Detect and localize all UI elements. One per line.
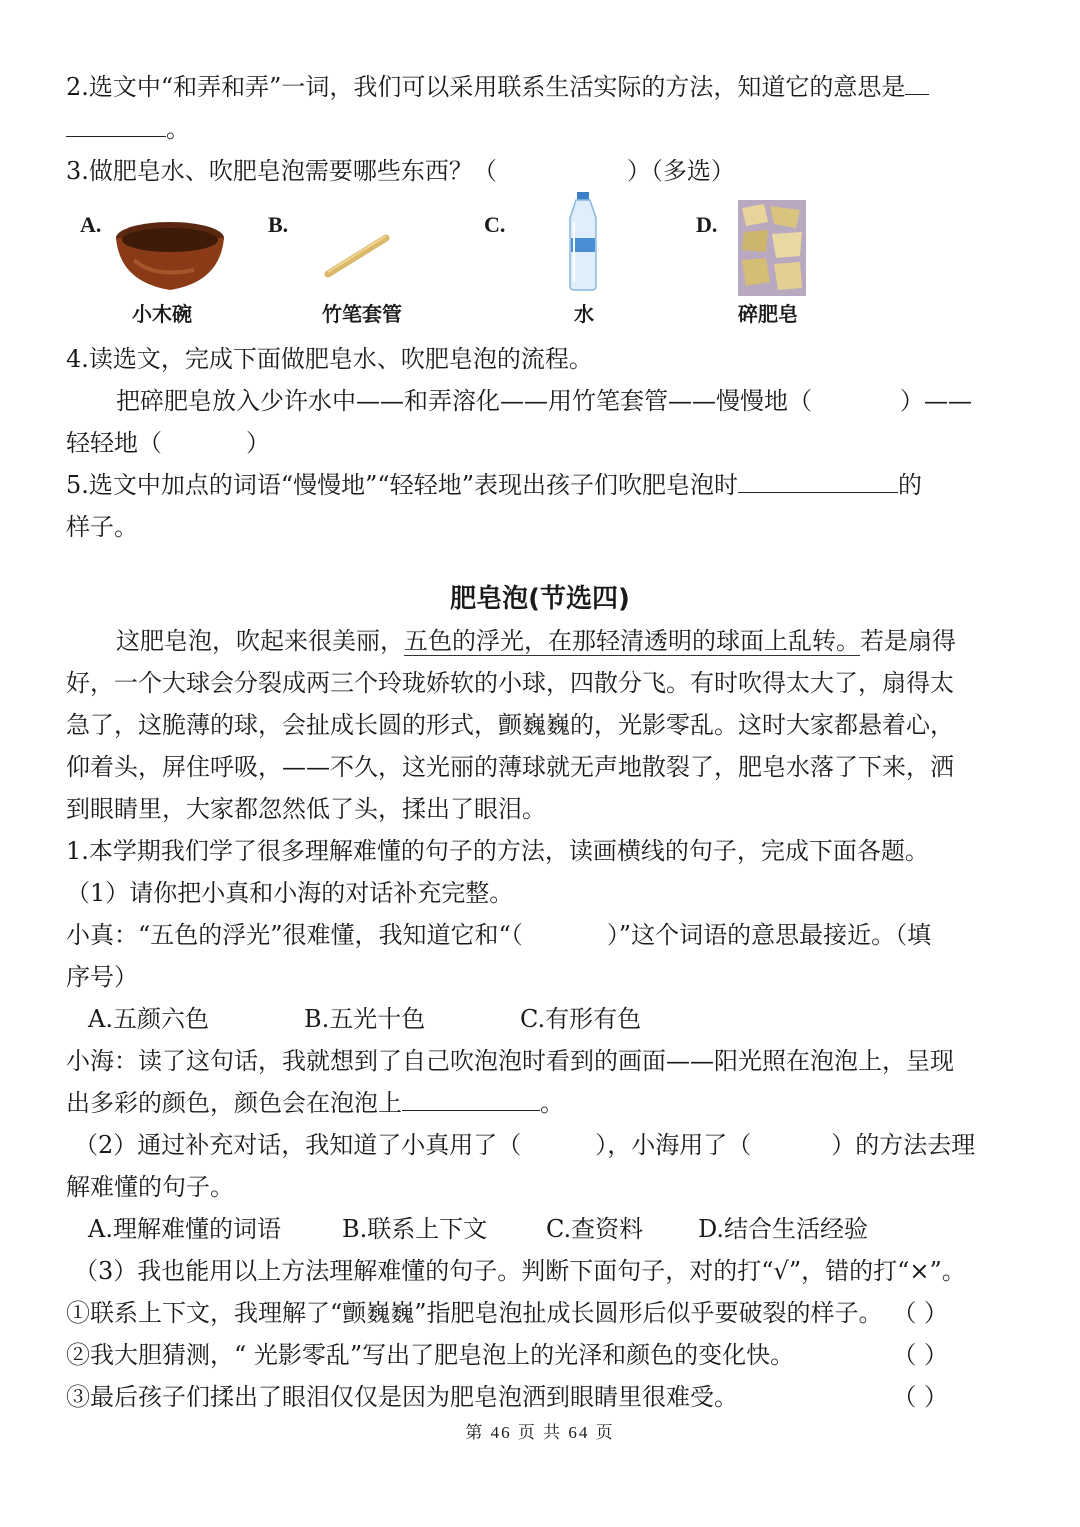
option-d-label: 碎肥皂 [738, 302, 798, 326]
question-2-text: 2.选文中“和弄和弄”一词，我们可以采用联系生活实际的方法，知道它的意思是 [66, 73, 906, 101]
soap-chips-icon [738, 200, 806, 296]
sub-question-2: （2）通过补充对话，我知道了小真用了（ ），小海用了（ ）的方法去理 [74, 1131, 976, 1159]
option-a-letter: A. [80, 212, 102, 237]
method-row [66, 1208, 1014, 1250]
question-5: 5.选文中加点的词语“慢慢地”“轻轻地”表现出孩子们吹肥皂泡时 的 [66, 464, 1014, 506]
choice-option[interactable]: C.有形有色 [520, 1005, 642, 1033]
passage-question-1: 1.本学期我们学了很多理解难懂的句子的方法，读画横线的句子，完成下面各题。 [66, 837, 929, 865]
passage-line: 急了，这脆薄的球，会扯成长圆的形式，颤巍巍的，光影零乱。这时大家都悬着心， [66, 711, 954, 739]
page-footer: 第 46 页 共 64 页 [465, 1423, 615, 1442]
question-2 [66, 66, 1014, 108]
question-4-flow-cont: 轻轻地（ ） [66, 429, 270, 457]
answer-blank[interactable] [66, 110, 166, 137]
question-4: 4.读选文，完成下面做肥皂水、吹肥皂泡的流程。 [66, 345, 593, 373]
choice-row [66, 998, 1014, 1040]
underlined-sentence: 五色的浮光，在那轻清透明的球面上乱转。 [404, 627, 860, 655]
judge-answer-paren[interactable]: （ ） [892, 1341, 948, 1369]
judge-item-1: ①联系上下文，我理解了“颤巍巍”指肥皂泡扯成长圆形后似乎要破裂的样子。 （ ） [66, 1292, 1014, 1334]
method-option[interactable]: D.结合生活经验 [698, 1215, 869, 1243]
answer-blank[interactable] [905, 68, 929, 95]
option-a-label: 小木碗 [132, 302, 192, 326]
dialogue-hai-cont: 出多彩的颜色，颜色会在泡泡上 。 [66, 1082, 1014, 1124]
sub-question-2-cont: 解难懂的句子。 [66, 1173, 234, 1201]
question-3: 3.做肥皂水、吹肥皂泡需要哪些东西？（ ）（多选） [66, 157, 735, 185]
answer-blank[interactable] [402, 1084, 540, 1111]
section-title: 肥皂泡(节选四) [450, 584, 630, 614]
method-option[interactable]: A.理解难懂的词语 [88, 1215, 281, 1243]
option-c-letter: C. [484, 212, 506, 237]
judge-answer-paren[interactable]: （ ） [892, 1383, 948, 1411]
question-5-cont: 样子。 [66, 513, 138, 541]
choice-option[interactable]: B.五光十色 [304, 1005, 426, 1033]
option-b-letter: B. [268, 212, 289, 237]
passage-line: 仰着头，屏住呼吸，——不久，这光丽的薄球就无声地散裂了，肥皂水落了下来，洒 [66, 753, 954, 781]
dialogue-zhen: 小真：“五色的浮光”很难懂，我知道它和“（ ）”这个词语的意思最接近。（填 [66, 921, 932, 949]
option-c-label: 水 [574, 302, 594, 326]
dialogue-zhen-cont: 序号） [66, 963, 138, 991]
sub-question-1: （1）请你把小真和小海的对话补充完整。 [66, 879, 514, 907]
wooden-bowl-icon [114, 220, 226, 292]
question-2-cont: 。 [66, 108, 1014, 150]
judge-answer-paren[interactable]: （ ） [892, 1299, 948, 1327]
method-option[interactable]: B.联系上下文 [342, 1215, 488, 1243]
water-bottle-icon [566, 192, 600, 292]
dialogue-hai: 小海：读了这句话，我就想到了自己吹泡泡时看到的画面——阳光照在泡泡上，呈现 [66, 1047, 954, 1075]
method-option[interactable]: C.查资料 [546, 1215, 644, 1243]
bamboo-tube-icon [322, 230, 392, 280]
option-b-label: 竹笔套管 [322, 302, 402, 326]
judge-item-2: ②我大胆猜测，“ 光影零乱”写出了肥皂泡上的光泽和颜色的变化快。 （ ） [66, 1334, 1014, 1376]
question-3-options [66, 190, 1014, 340]
option-d-letter: D. [696, 212, 718, 237]
judge-item-3: ③最后孩子们揉出了眼泪仅仅是因为肥皂泡洒到眼睛里很难受。 （ ） [66, 1376, 1014, 1418]
passage-line: 这肥皂泡，吹起来很美丽，五色的浮光，在那轻清透明的球面上乱转。若是扇得 [116, 627, 956, 655]
passage-line: 好，一个大球会分裂成两三个玲珑娇软的小球，四散分飞。有时吹得太大了，扇得太 [66, 669, 954, 697]
passage-line: 到眼睛里，大家都忽然低了头，揉出了眼泪。 [66, 795, 546, 823]
choice-option[interactable]: A.五颜六色 [88, 1005, 209, 1033]
sub-question-3: （3）我也能用以上方法理解难懂的句子。判断下面句子，对的打“√”，错的打“×”。 [74, 1257, 966, 1285]
answer-blank[interactable] [738, 466, 898, 493]
question-4-flow: 把碎肥皂放入少许水中——和弄溶化——用竹笔套管——慢慢地（ ）—— [116, 387, 972, 415]
